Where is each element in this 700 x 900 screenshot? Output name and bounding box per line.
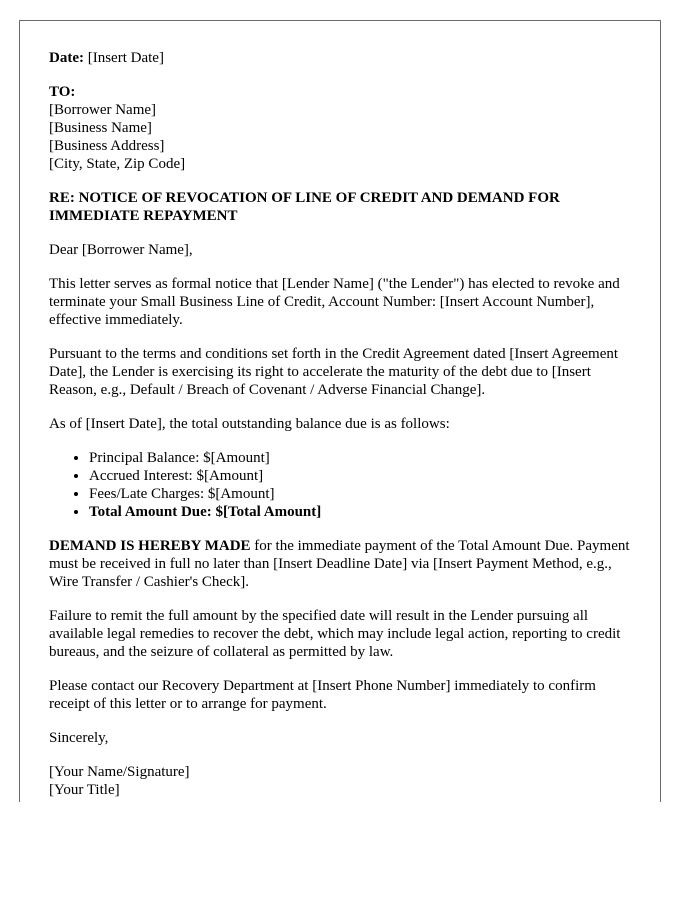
date-line [49,49,631,67]
closing: Sincerely, [49,730,109,746]
amount-item-principal: • Principal Balance: $[Amount] [89,449,631,467]
signature-title: [Your Title] [49,782,120,798]
subject-line: RE: NOTICE OF REVOCATION OF LINE OF CREDIT AND DEMAND FOR IMMEDIATE REPAYMENT [49,190,560,224]
recipient-block [49,83,631,173]
demand-emphasis: DEMAND IS HEREBY MADE [49,538,251,554]
signature-name: [Your Name/Signature] [49,764,190,780]
date-label: Date: [49,50,84,66]
paragraph-balance-intro: As of [Insert Date], the total outstanding balance due is as follows: [49,416,450,432]
amount-item-fees: • Fees/Late Charges: $[Amount] [89,485,631,503]
paragraph-acceleration: Pursuant to the terms and conditions set forth in the Credit Agreement dated [Insert Agreement Date], the Lender is exercising its right to accelerate the maturity of the debt due to [Insert Reason, e.g., Default / Breach of Covenant / Adverse Financial Change]. [49,346,619,398]
recipient-line: [City, State, Zip Code] [49,156,186,172]
demand-text: for the immediate payment of the Total Amount Due. Payment must be received in full no later than [Insert Deadline Date] via [Insert Payment Method, e.g., Wire Transfer / Cashier's Check]. [49,538,630,590]
date-value: [Insert Date] [87,50,164,66]
paragraph-consequences: Failure to remit the full amount by the specified date will result in the Lender pursuing all available legal remedies to recover the debt, which may include legal action, reporting to credit bureaus, and the seizure of collateral as permitted by law. [49,608,621,660]
paragraph-demand [49,537,631,591]
paragraph-contact: Please contact our Recovery Department at [Insert Phone Number] immediately to confirm receipt of this letter or to arrange for payment. [49,678,596,712]
amount-item-total: • Total Amount Due: $[Total Amount] [89,503,631,521]
amount-item-interest: • Accrued Interest: $[Amount] [89,467,631,485]
paragraph-revocation-notice: This letter serves as formal notice that [Lender Name] ("the Lender") has elected to revoke and terminate your Small Business Line of Credit, Account Number: [Insert Account Number], effective immediately. [49,276,620,328]
recipient-line: [Borrower Name] [49,102,157,118]
letter-page [19,20,661,802]
to-label: TO: [49,84,76,100]
signature-block [49,763,631,799]
recipient-line: [Business Name] [49,120,152,136]
recipient-line: [Business Address] [49,138,165,154]
salutation: Dear [Borrower Name], [49,242,193,258]
amounts-list [49,449,631,521]
